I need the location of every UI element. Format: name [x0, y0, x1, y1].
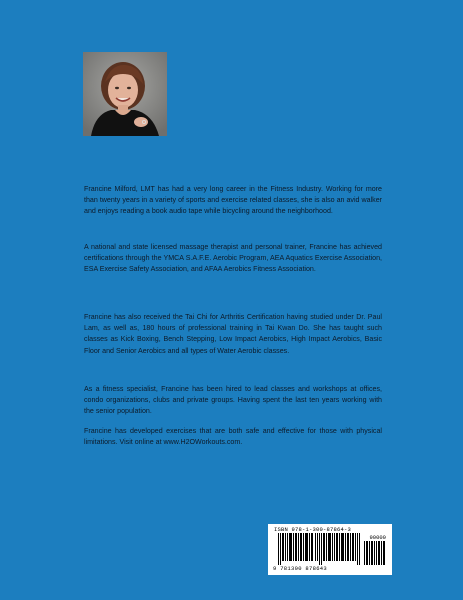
bio-paragraph-4: As a fitness specialist, Francine has been hired to lead classes and workshops at offices, condo organizations, clubs and private groups. Having spent the last ten years working with the senior population.	[84, 385, 382, 416]
bio-paragraph-3: Francine has also received the Tai Chi for Arthritis Certification having studied under Dr. Paul Lam, as well as, 180 hours of professional training in Tai Kwan Do. She has taught such classes as Kick Boxing, Bench Stepping, Low Impact Aerobics, High Impact Aerobics, Basic Floor and Senior Aerobics and all types of Water Aerobic classes.	[84, 313, 382, 355]
author-portrait-image	[83, 52, 167, 136]
barcode-digits: 9 781300 878643	[273, 565, 328, 572]
isbn-number: ISBN 978-1-300-87864-3	[274, 526, 352, 533]
price-addon-bars	[364, 541, 386, 565]
isbn-barcode	[268, 524, 392, 575]
barcode-bars	[278, 533, 361, 565]
bio-paragraph-1: Francine Milford, LMT has had a very long career in the Fitness Industry. Working for more than twenty years in a variety of sports and exercise related classes, she is also an avid walker and enjoys reading a book audio tape while bicycling around the neighborhood.	[84, 185, 382, 216]
price-code: 90000	[369, 534, 386, 541]
author-photo	[83, 52, 167, 136]
bio-paragraph-5: Francine has developed exercises that are both safe and effective for those with physical limitations. Visit online at www.H2OWorkouts.com.	[84, 427, 382, 447]
bio-paragraph-2: A national and state licensed massage therapist and personal trainer, Francine has achieved certifications through the YMCA S.A.F.E. Aerobic Program, AEA Aquatics Exercise Association, ESA Exercise Safety Association, and AFAA Aerobics Fitness Association.	[84, 243, 382, 274]
